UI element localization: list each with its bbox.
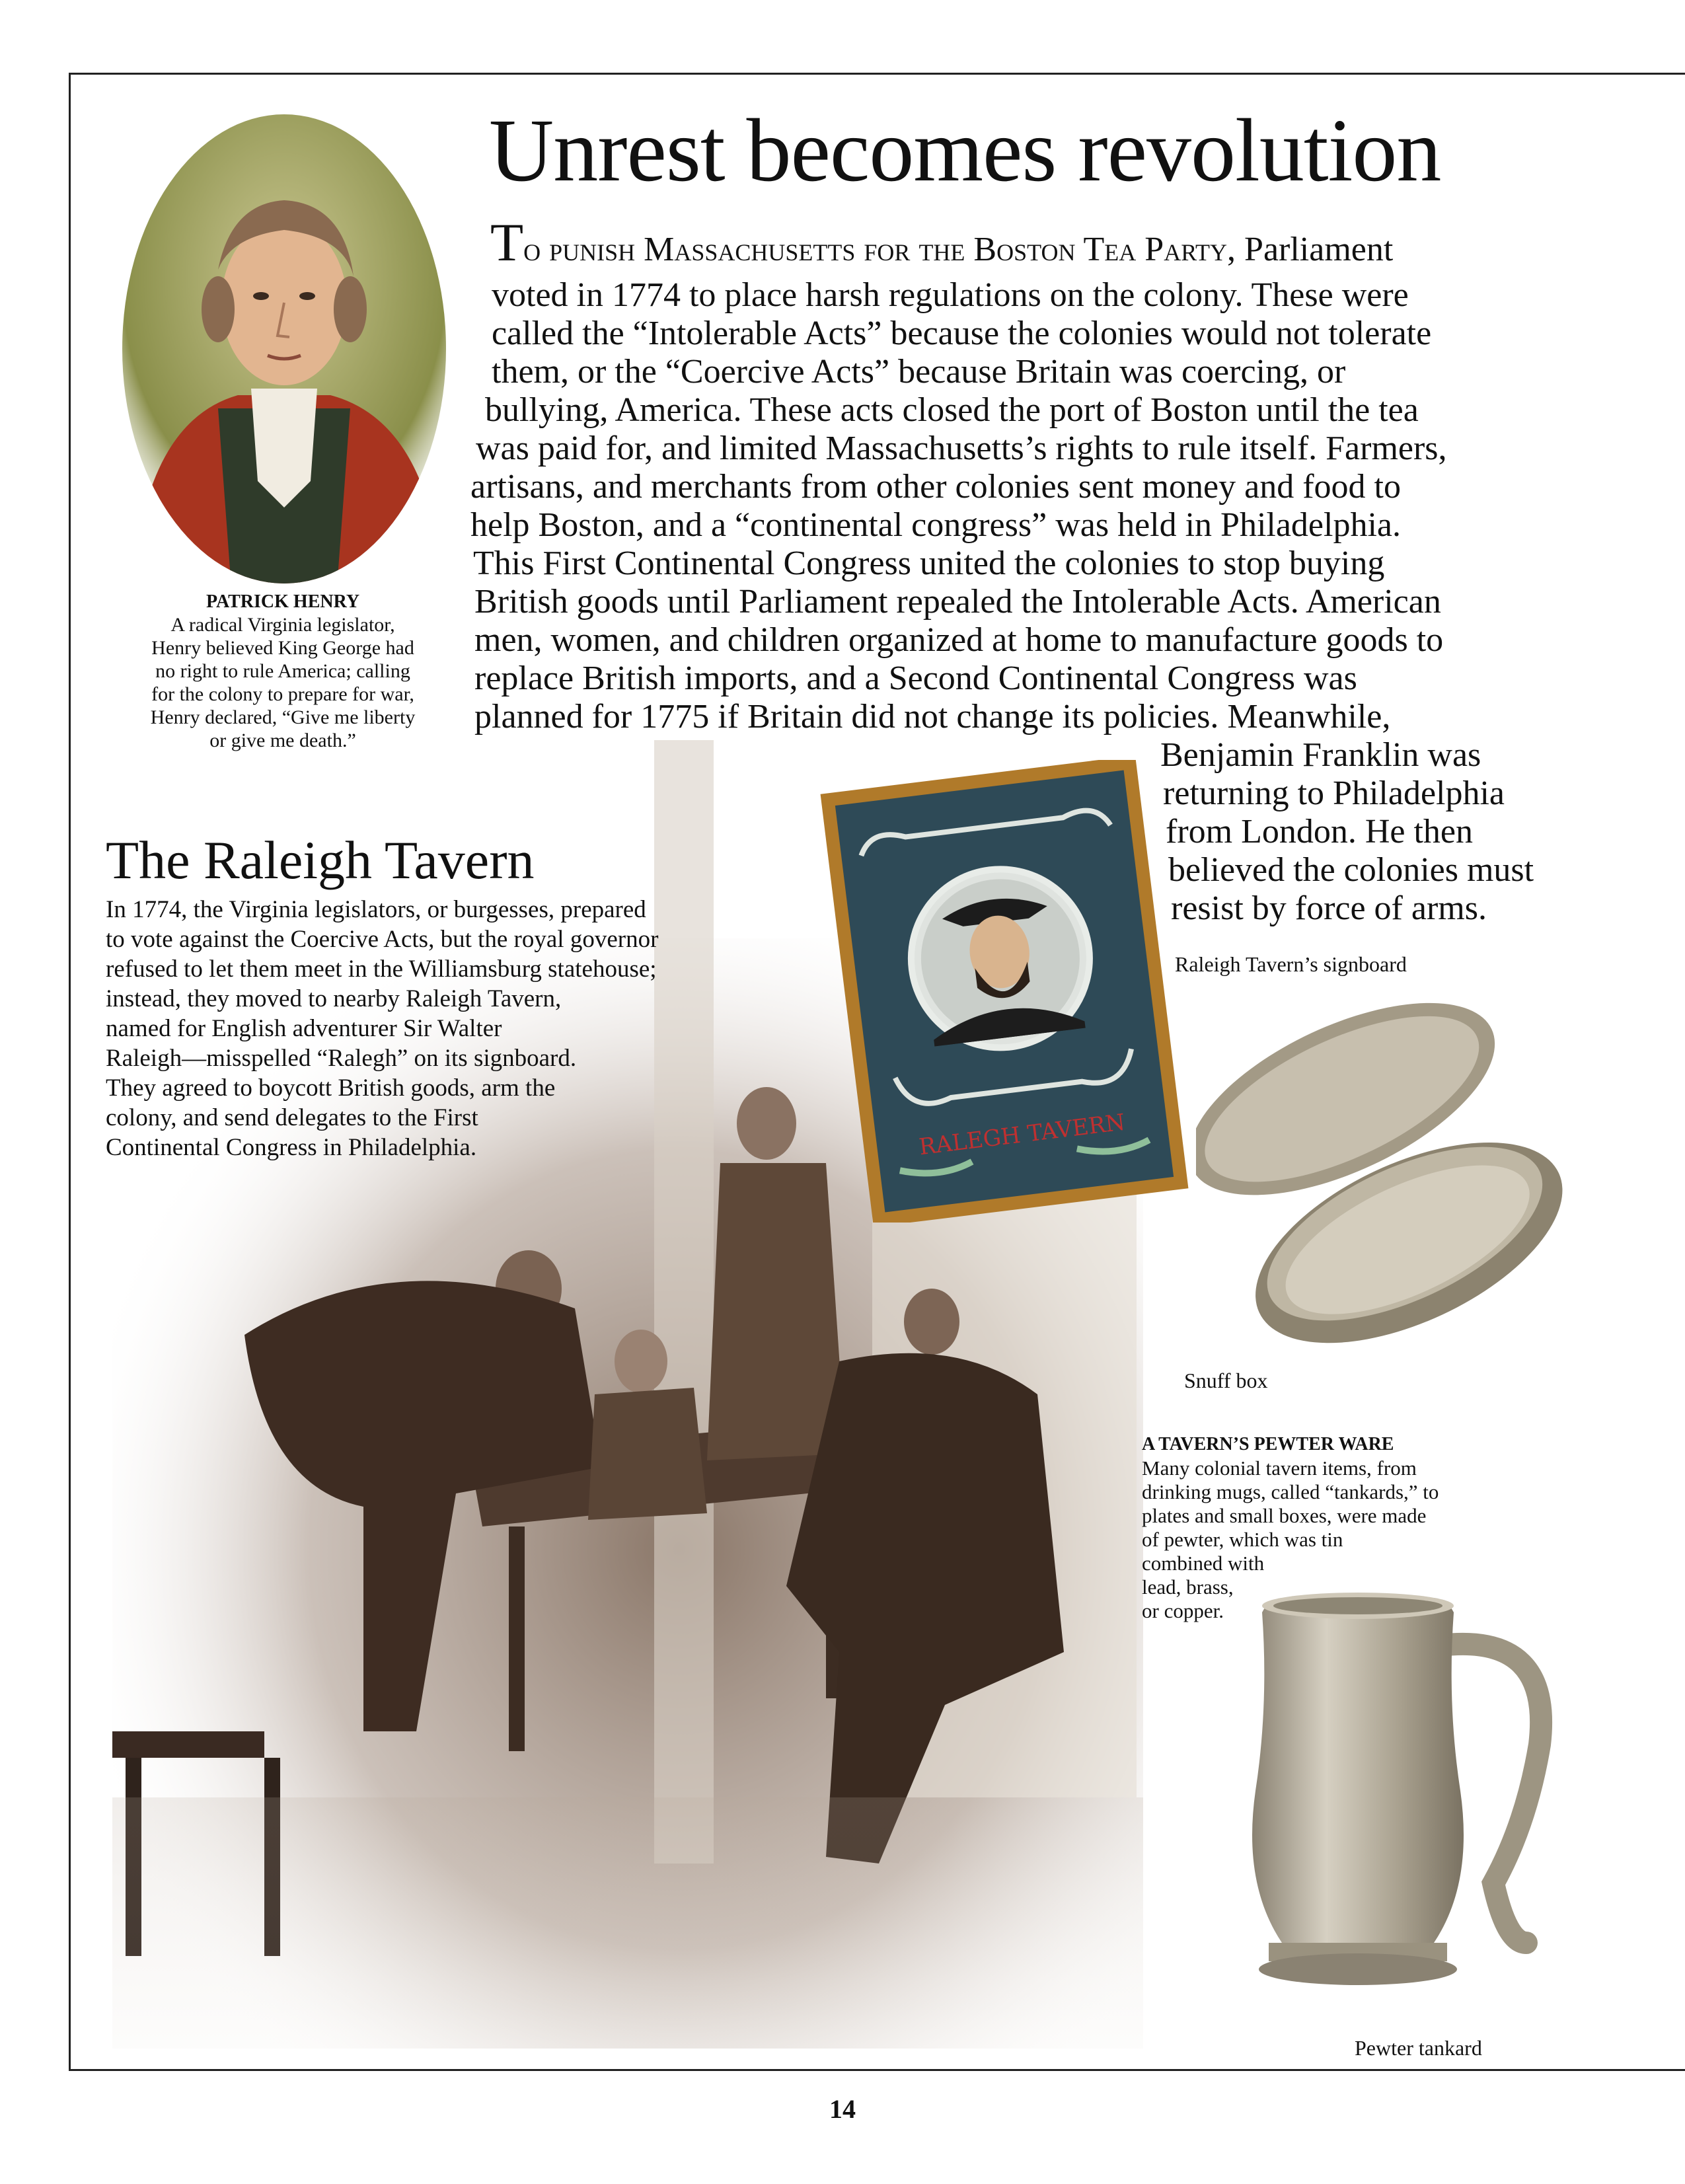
caption-line: for the colony to prepare for war, xyxy=(151,683,414,705)
intro-line: believed the colonies must xyxy=(1168,851,1534,889)
intro-line: British goods until Parliament repealed the Intolerable Acts. American xyxy=(474,583,1441,621)
caption-line: A radical Virginia legislator, xyxy=(170,614,395,636)
intro-line: men, women, and children organized at home to manufacture goods to xyxy=(474,621,1444,659)
pewter-line: drinking mugs, called “tankards,” to xyxy=(1142,1480,1439,1503)
intro-line: returning to Philadelphia xyxy=(1163,774,1505,812)
intro-line: bullying, America. These acts closed the port of Boston until the tea xyxy=(485,391,1419,429)
intro-line: was paid for, and limited Massachusetts’s rights to rule itself. Farmers, xyxy=(476,430,1447,467)
drop-cap: T xyxy=(490,212,524,272)
intro-line: artisans, and merchants from other colonies sent money and food to xyxy=(470,468,1401,506)
raleigh-line: refused to let them meet in the Williamsburg statehouse; xyxy=(106,956,657,983)
caption-line: or give me death.” xyxy=(209,730,356,751)
intro-line: Benjamin Franklin was xyxy=(1160,736,1481,774)
snuff-box-caption: Snuff box xyxy=(1184,1369,1268,1392)
intro-line: replace British imports, and a Second Continental Congress was xyxy=(474,659,1357,697)
intro-line: voted in 1774 to place harsh regulations on the colony. These were xyxy=(492,276,1409,314)
raleigh-line: Continental Congress in Philadelphia. xyxy=(106,1134,477,1161)
raleigh-tavern-signboard xyxy=(819,760,1189,1223)
raleigh-body xyxy=(106,895,658,1162)
pewter-heading: A TAVERN’S PEWTER WARE xyxy=(1142,1434,1394,1454)
raleigh-line: They agreed to boycott British goods, arm the xyxy=(106,1074,556,1102)
intro-line: resist by force of arms. xyxy=(1171,889,1487,927)
raleigh-section-title: The Raleigh Tavern xyxy=(106,830,535,890)
raleigh-line: colony, and send delegates to the First xyxy=(106,1104,478,1131)
caption-line: Henry believed King George had xyxy=(151,637,414,659)
signboard-lettering: RALEGH TAVERN xyxy=(917,1109,1127,1161)
caption-line: Henry declared, “Give me liberty xyxy=(150,706,416,728)
pewter-tankard-image xyxy=(1242,1573,1559,2002)
intro-first-line xyxy=(490,212,1394,272)
snuff-box-image xyxy=(1196,985,1566,1374)
intro-line: planned for 1775 if Britain did not change its policies. Meanwhile, xyxy=(474,698,1391,735)
patrick-henry-caption xyxy=(111,590,455,752)
pewter-line: of pewter, which was tin xyxy=(1142,1528,1343,1551)
page-title: Unrest becomes revolution xyxy=(489,101,1441,200)
raleigh-line: named for English adventurer Sir Walter xyxy=(106,1015,502,1042)
intro-line: help Boston, and a “continental congress” was held in Philadelphia. xyxy=(470,506,1401,544)
raleigh-line: instead, they moved to nearby Raleigh Tavern, xyxy=(106,985,562,1012)
intro-line: them, or the “Coercive Acts” because Britain was coercing, or xyxy=(492,353,1346,391)
intro-line: This First Continental Congress united the colonies to stop buying xyxy=(473,545,1385,582)
raleigh-line: In 1774, the Virginia legislators, or burgesses, prepared xyxy=(106,896,646,923)
intro-body xyxy=(470,276,1447,736)
page-number: 14 xyxy=(829,2094,856,2124)
signboard-caption: Raleigh Tavern’s signboard xyxy=(1175,952,1407,976)
intro-line: from London. He then xyxy=(1166,813,1474,850)
intro-first-line-rest: Parliament xyxy=(1236,231,1394,268)
pewter-line: Many colonial tavern items, from xyxy=(1142,1456,1417,1480)
pewter-line: plates and small boxes, were made xyxy=(1142,1504,1427,1527)
raleigh-line: to vote against the Coercive Acts, but the royal governor xyxy=(106,926,659,953)
pewter-line: or copper. xyxy=(1142,1599,1224,1622)
caption-line: no right to rule America; calling xyxy=(155,660,410,682)
raleigh-line: Raleigh—misspelled “Ralegh” on its signboard. xyxy=(106,1045,577,1072)
patrick-henry-portrait xyxy=(119,111,449,587)
intro-continued xyxy=(1160,736,1534,928)
pewter-line: lead, brass, xyxy=(1142,1575,1234,1599)
pewter-line: combined with xyxy=(1142,1552,1265,1575)
tankard-caption: Pewter tankard xyxy=(1355,2036,1482,2060)
intro-smallcaps-lead: o punish Massachusetts for the Boston Tea Party, xyxy=(523,231,1236,268)
caption-heading: PATRICK HENRY xyxy=(206,591,360,612)
intro-line: called the “Intolerable Acts” because the colonies would not tolerate xyxy=(492,315,1432,352)
